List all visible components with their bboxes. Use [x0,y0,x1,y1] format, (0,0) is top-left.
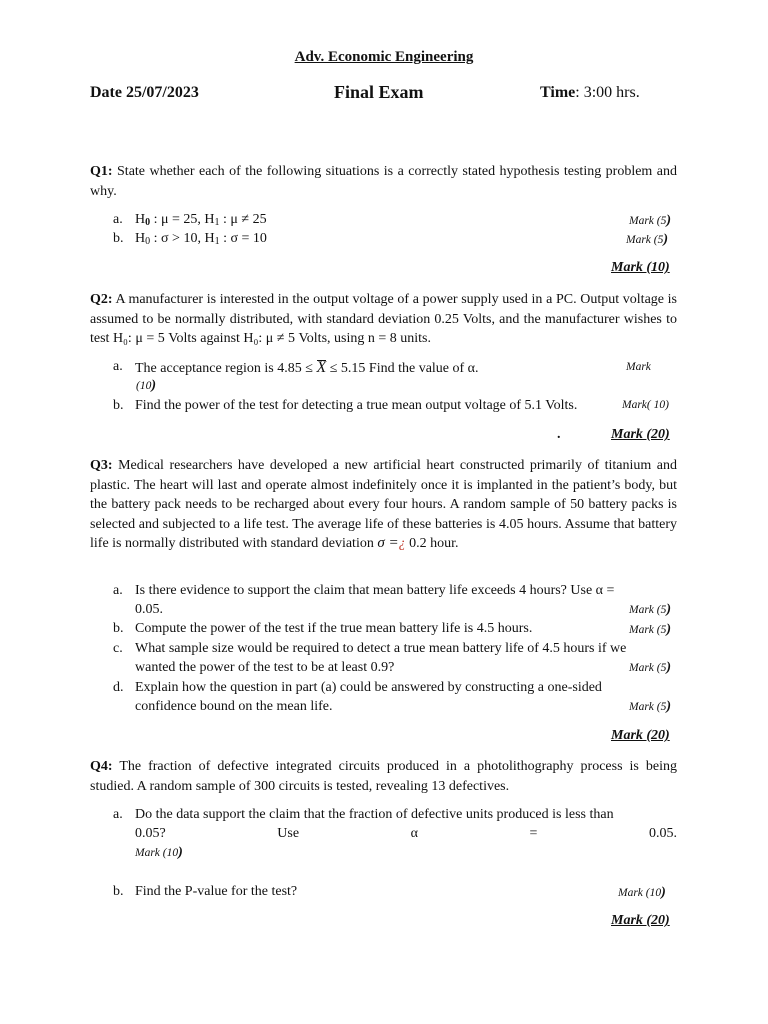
q4b-label: b. [113,884,124,899]
q1-text: State whether each of the following situations is a correctly stated hypothesis testing problem and why. [90,164,677,199]
q2b-mark: Mark( 10) [622,399,669,411]
garbled-symbol: ¿ [398,536,406,551]
q1b-mark: Mark (5) [626,232,669,247]
time-label: Time [540,84,576,101]
q3c-line2: wanted the power of the test to be at least 0.9? [135,660,395,675]
q3a-label: a. [113,583,123,598]
q2-number: Q2: [90,292,113,307]
course-title: Adv. Economic Engineering [294,49,474,65]
q4a-mark: Mark (10) [135,845,183,860]
q4-text: The fraction of defective integrated circuits produced in a photolithography process is being studied. A random sample of 300 circuits is tested, revealing 13 defectives. [90,759,677,794]
q1a-mark: Mark (5) [629,213,672,228]
q3c-label: c. [113,641,123,656]
q3d-line2: confidence bound on the mean life. [135,699,333,714]
q3b-text: Compute the power of the test if the true mean battery life is 4.5 hours. [135,621,533,636]
q4a-label: a. [113,807,123,822]
q2b-text: Find the power of the test for detecting a true mean output voltage of 5.1 Volts. [135,398,578,413]
q1b-label: b. [113,231,124,246]
exam-title: Final Exam [334,82,424,102]
q2-stem [90,290,677,349]
q3b-label: b. [113,621,124,636]
exam-date: Date 25/07/2023 [90,84,199,101]
q3d-label: d. [113,680,124,695]
q4b-mark: Mark (10) [618,885,666,900]
q4-stem [90,757,677,796]
q3c-line1: What sample size would be required to detect a true mean battery life of 4.5 hours if we [135,641,627,656]
q4a-line1: Do the data support the claim that the fraction of defective units produced is less than [135,807,614,822]
q2a-text: The acceptance region is 4.85 ≤ X ≤ 5.15 Find the value of α. [135,359,479,376]
q3a-line1: Is there evidence to support the claim that mean battery life exceeds 4 hours? Use α = [135,583,615,598]
q3-stem: Q3: Medical researchers have developed a new artificial heart constructed primarily of titanium and plastic. The heart will last and operate almost indefinitely once it is implanted in the patient’s body, but the battery pack needs to be recharged about every four hours. A random sample of 50 battery packs is selected and subjected to a life test. The average life of these batteries is 4.05 hours. Assume that battery life is normally distributed with standard deviation σ =¿ 0.2 hour. [90,458,677,551]
q4-number: Q4: [90,759,113,774]
q1-total-mark: Mark (10) [611,260,670,275]
q2a-label: a. [113,359,123,374]
q1b-text: $H_0$ : σ > 10, $H_1$ : σ = 10 [135,231,267,247]
q3d-mark: Mark (5) [629,699,672,714]
q1-number: Q1: [90,164,113,179]
x-bar-symbol: X [316,359,327,376]
exam-duration [540,84,640,102]
q3d-line1: Explain how the question in part (a) could be answered by constructing a one-sided [135,680,602,695]
q2a-mark-label: Mark [626,361,651,373]
q4-total-mark: Mark (20) [611,913,670,928]
q3a-mark: Mark (5) [629,602,672,617]
q2-text: A manufacturer is interested in the output voltage of a power supply used in a PC. Output voltage is assumed to be normally distributed, with standard deviation 0.25 Volts, and the manufacturer wishes to test H₀: μ = 5 Volts against H₀: μ ≠ 5 Volts, using n = 8 units. [90,292,677,346]
time-value: : 3:00 hrs. [575,84,640,101]
sigma-symbol: σ = [377,535,399,551]
q1a-label: a. [113,212,123,227]
q3a-line2: 0.05. [135,602,163,617]
stray-dot: . [557,427,561,442]
q1a-text: $H_0$ : μ = 25, $H_1$ : μ ≠ 25 [135,212,267,228]
q1-stem [90,162,677,201]
q3c-mark: Mark (5) [629,660,672,675]
q4b-text: Find the P-value for the test? [135,884,298,899]
q2-total-mark: Mark (20) [611,427,670,442]
q3b-mark: Mark (5) [629,622,672,637]
q2b-label: b. [113,398,124,413]
q2a-mark-value: (10) [136,378,157,393]
q3-number: Q3: [90,458,113,473]
q4a-line2: 0.05? Use α = 0.05. [135,826,677,841]
q3-total-mark: Mark (20) [611,728,670,743]
